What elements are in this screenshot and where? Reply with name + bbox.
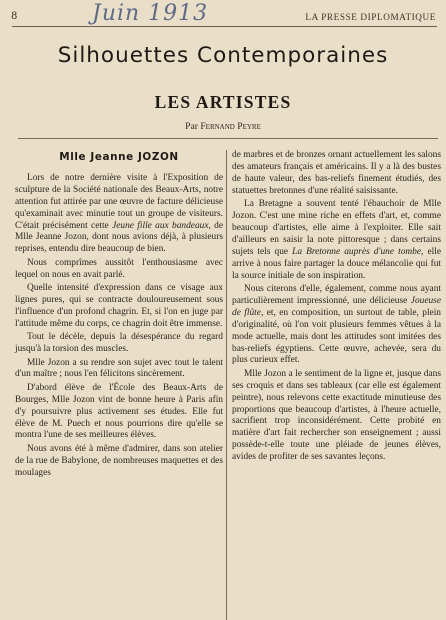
paragraph: Nous avons été à même d'admirer, dans son atelier de la rue de Babylone, de nombreuses maquettes et des moulages xyxy=(15,443,223,478)
paragraph: Mlle Jozon a le sentiment de la ligne et, jusque dans ses croquis et dans ses tableaux (car elle est également peintre), nous relevons cette exactitude minutieuse des proportions que beaucoup d'artistes, à l'heure actuelle, sacrifient trop inconsidérément. Cette probité en matière d'art fait rechercher son enseignement ; aussi possède-t-elle toute une pléiade de jeunes élèves, avides de profiter de ses savantes leçons. xyxy=(232,368,441,463)
paragraph: Mlle Jozon a su rendre son sujet avec tout le talent d'un maître ; nous l'en félicitons sincèrement. xyxy=(15,357,223,380)
handwritten-date: Juin 1913 xyxy=(92,1,209,26)
byline-prefix: Par xyxy=(185,121,198,132)
paragraph: de marbres et de bronzes ornant actuellement les salons des amateurs français et américains. Il y a là des bustes de haute valeur, des bas-reliefs finement étudiés, des statuettes bretonnes d'une réalité saisissante. xyxy=(232,150,441,196)
title-rule xyxy=(18,138,438,139)
paragraph: Lors de notre dernière visite à l'Exposition de sculpture de la Société nationale des Beaux-Arts, notre attention fut attirée par une œuvre de facture délicieuse qu'examinait avec minutie tout un groupe de visiteurs. C'était précisément cette Jeune fille aux bandeaux, de Mlle Jeanne Jozon, dont nous avions déjà, à plusieurs reprises, entendu dire beaucoup de bien. xyxy=(15,172,224,255)
paragraph: D'abord élève de l'École des Beaux-Arts de Bourges, Mlle Jozon vint de bonne heure à Paris afin d'y poursuivre plus activement ses études. Elle fut élève de M. Puech et nous pourrions dire qu'elle se montra l'une de ses meilleures élèves. xyxy=(15,382,223,441)
column-right xyxy=(232,150,441,466)
paragraph: Tout le décèle, depuis la désespérance du regard jusqu'à la torsion des muscles. xyxy=(15,332,223,355)
byline-author: Fernand Peyre xyxy=(200,121,261,132)
header-rule xyxy=(12,26,437,27)
article-subject: Mlle Jeanne JOZON xyxy=(59,151,179,163)
section-title: Silhouettes Contemporaines xyxy=(57,43,389,68)
paragraph: Quelle intensité d'expression dans ce visage aux lignes pures, qui se contracte douloureusement sous l'influence d'un profond chagrin. Et, si l'on en juge par l'attitude même du corps, ce chagrin doit être immense. xyxy=(15,283,223,329)
column-divider xyxy=(226,150,227,620)
paragraph: Nous citerons d'elle, également, comme nous ayant particulièrement impressionné, une délicieuse Joueuse de flûte, et, en composition, un surtout de table, plein d'originalité, où l'on voit plusieurs femmes vêtues à la mode actuelle, mais dont les attitudes sont imitées des bas-reliefs égyptiens. Cette œuvre, achevée, sera du plus curieux effet. xyxy=(232,283,441,366)
article-title: LES ARTISTES xyxy=(154,92,292,112)
publication-name: LA PRESSE DIPLOMATIQUE xyxy=(305,12,436,22)
byline xyxy=(0,121,446,132)
paragraph: Nous comprîmes aussitôt l'enthousiasme avec lequel on nous en avait parlé. xyxy=(15,257,223,280)
column-left xyxy=(15,152,223,481)
paragraph: La Bretagne a souvent tenté l'ébauchoir de Mlle Jozon. C'est une mine riche en effets d'art, et, comme beaucoup d'artistes, elle aime à l'exploiter. Elle sait d'ailleurs en saisir la note pittoresque ; dans certains sujets tels que La Bretonne auprès d'une tombe, elle arrive à nous faire partager la douce mélancolie qui fut la source initiale de son inspiration. xyxy=(232,199,441,281)
page-number: 8 xyxy=(11,11,18,22)
page-header xyxy=(0,0,446,28)
